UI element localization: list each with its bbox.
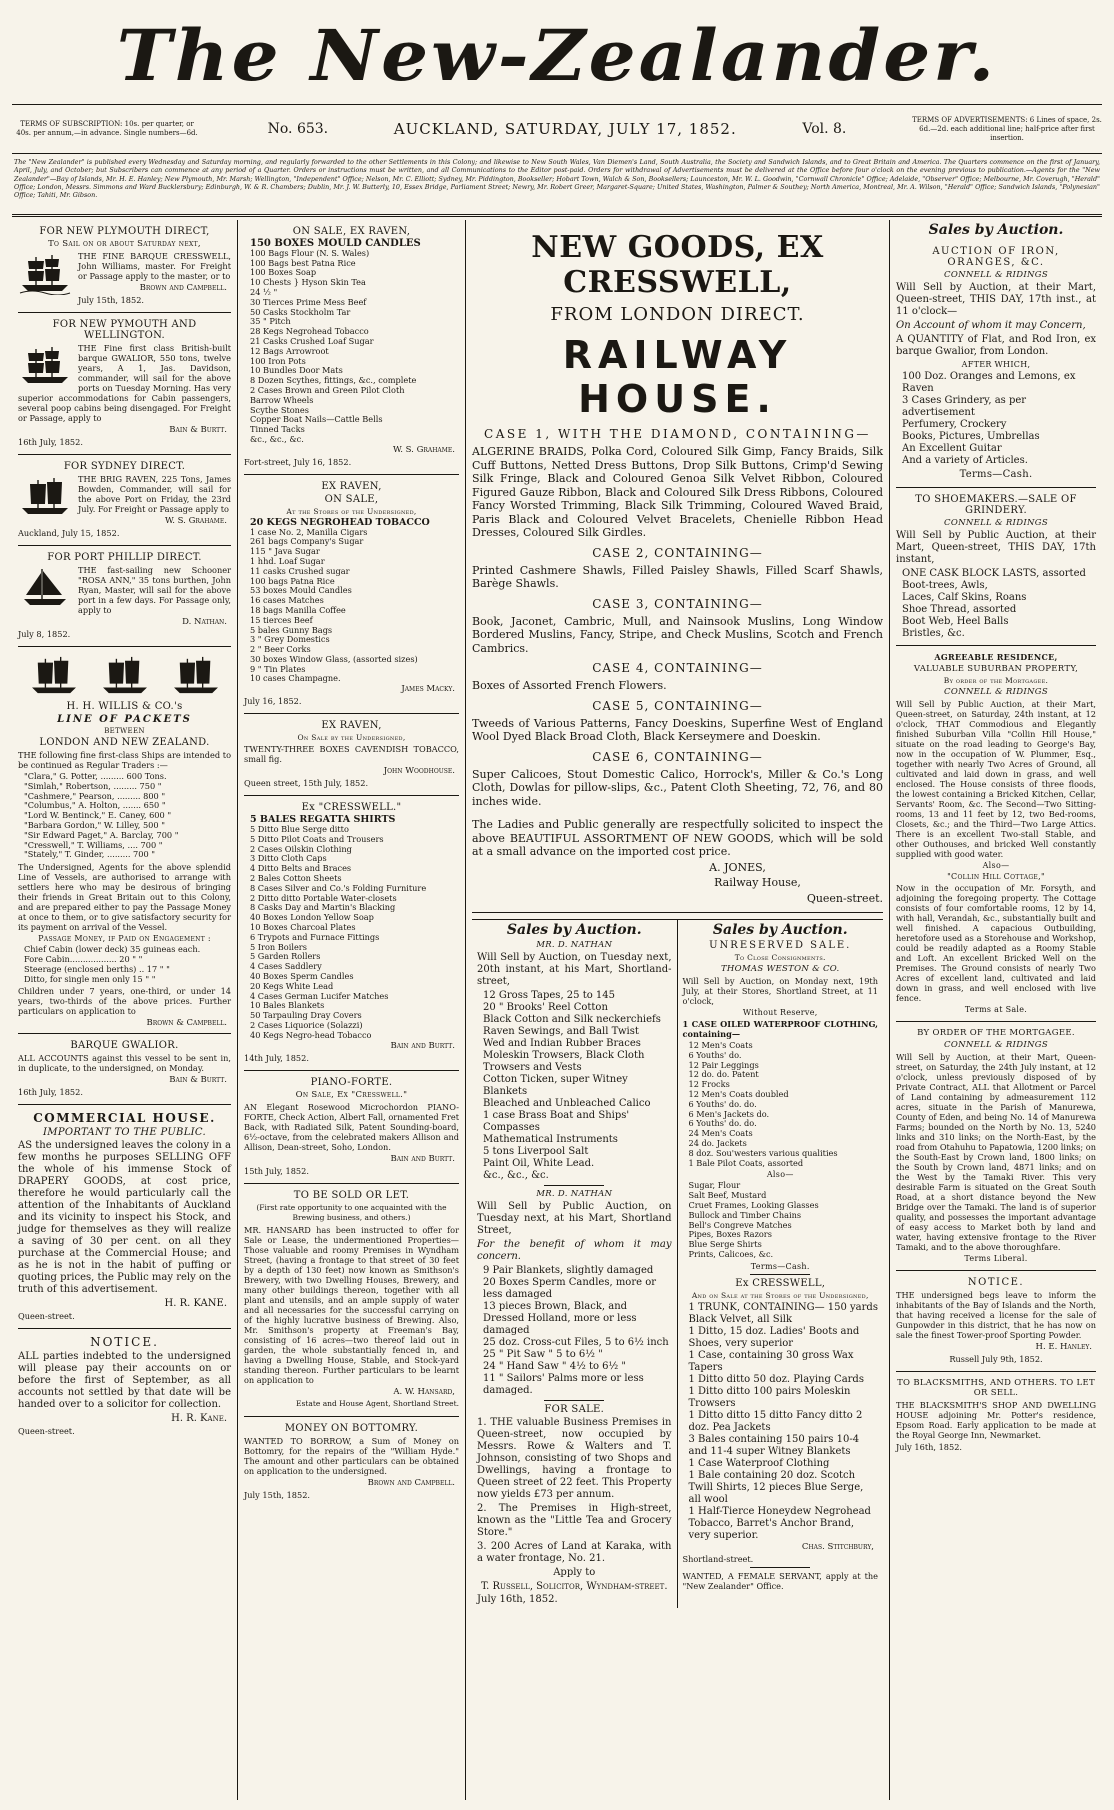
ad-to-be-sold-or-let: TO BE SOLD OR LET. (First rate opportunity to one acquainted with the Brewing business, and others.) MR. HANSARD has been instructed to offer for Sale or Lease, the undermentioned Properties— Those valuable and roomy Premises in Wyndham Street, (having a frontage to that street of 30 feet by a depth of 130 feet) now known as Smithson's Brewery, with two Dwelling Houses, Brewery, and many other buildings thereon, together with all plant and utensils, and an ample supply of water and all necessaries for the successful carrying on of the highly lucrative business of Brewing. Also, Mr. Smithson's property at Freeman's Bay, consisting of 16 acres—two thereof laid out in garden, the whole substantially fenced in, and having a Dwelling House, Stable, and Stock-yard standing thereon. Further particulars to be learnt on application to A. W. Hansard, Estate and House Agent, Shortland Street. [244,1184,459,1417]
ship-list-item: "Simlah," Robertson, ......... 750 " [24,780,162,791]
ad-gwalior-passage: FOR NEW PYMOUTH AND WELLINGTON. THE Fine first class British-built barque GWALIOR, 550 tons, twelve years, A 1, Jas. Davidson, commander, will sail for the above ports on Tuesday Morning. Has very superior accommodations for Cabin passengers, several poop cabins being disengaged. For Freight or Passage, apply to Bain & Burtt. 16th July, 1852. [18,313,231,455]
ad-ex-cresswell-goods: Ex "CRESSWELL." 5 BALES REGATTA SHIRTS 5 Ditto Blue Serge ditto 5 Ditto Pilot Coats and Trousers 2 Cases Oilskin Clothing 3 Ditto Cloth Caps 4 Ditto Belts and Braces 2 Bales Cotton Sheets 8 Cases Silver and Co.'s Folding Furniture 2 Ditto ditto Portable Water-closets 8 Casks Day and Martin's Blacking 40 Boxes London Yellow Soap 10 Boxes Charcoal Plates 6 Trypots and Furnace Fittings 5 Iron Boilers 5 Garden Rollers 4 Cases Saddlery 40 Boxes Sperm Candles 20 Kegs White Lead 4 Cases German Lucifer Matches 10 Bales Blankets 50 Tarpauling Dray Covers 2 Cases Liquorice (Solazzi) 40 Kegs Negro-head Tobacco Bain and Burtt. 14th July, 1852. [244,796,459,1070]
ad-suburban-property: AGREEABLE RESIDENCE, VALUABLE SUBURBAN PROPERTY, By order of the Mortgagee. CONNELL & RIDINGS Will Sell by Public Auction, at their Mart, Queen-street, on Saturday, 24th instant, at 12 o'clock, THAT Commodious and Elegantly finished Suburban Villa "Collin Hill House," situate on the road leading to George's Bay, now in the occupation of W. Plummer, Esq., together with nearly Two Acres of Ground, all cultivated and laid down in grass, and well enclosed. The House consists of three floods, the lowest containing a Bricked Kitchen, Cellar, Servants' Room, &c. The Second—Two Sitting-rooms, 13 and 11 feet by 12, two Bed-rooms, Closets, &c.; and the Third—Two Large Attics. There is an excellent Two-stall Stable, and other Outhouses, and bricked Well constantly supplied with good water. Also— "Collin Hill Cottage," Now in the occupation of Mr. Forsyth, and adjoining the foregoing property. The Cottage consists of four comfortable rooms, 12 by 14, with hall, Verandah, &c., substantially built and well finished. A capacious Outbuilding, heretofore used as a Storehouse and Workshop, could be readily adapted as a Roomy Stable and Loft. An excellent Bricked Well on the Premises. The Ground consists of nearly Two Acres of excellent land, cultivated and laid down in grass, and well enclosed with live fence. Terms at Sale. [896,646,1096,1022]
ad-raven-sydney: FOR SYDNEY DIRECT. THE BRIG RAVEN, 225 Tons, James Bowden, Commander, will sail for the above Port on Friday, the 23rd July. For Freight or Passage apply to W. S. Grahame. Auckland, July 15, 1852. [18,455,231,546]
ship-icon [18,565,72,609]
ad-raven-stores: EX RAVEN, ON SALE, At the Stores of the Undersigned, 20 KEGS NEGROHEAD TOBACCO 1 case No. 2, Manilla Cigars 261 bags Company's Sugar 115 " Java Sugar 1 hhd. Loaf Sugar 11 casks Crushed sugar 100 bags Patna Rice 53 boxes Mould Candles 16 cases Matches 18 bags Manilla Coffee 15 tierces Beef 5 bales Gunny Bags 3 " Grey Domestics 2 " Beer Corks 30 boxes Window Glass, (assorted sizes) 9 " Tin Plates 10 cases Champagne. James Macky. July 16, 1852. [244,475,459,715]
volume-number: Vol. 8. [802,121,847,137]
ad-hanley-notice: NOTICE. THE undersigned begs leave to inform the inhabitants of the Bay of Islands and the North, that having received a license for the sale of Gunpowder in this district, that he has now on sale the finest Tower-proof Sporting Powder. H. E. Hanley. Russell July 9th, 1852. [896,1271,1096,1372]
ad-willis-packets: H. H. WILLIS & CO.'s LINE OF PACKETS BETWEEN LONDON AND NEW ZEALAND. THE following fine first-class Ships are intended to be continued as Regular Traders :— "Clara," G. Potter, ......... 600 Tons. "Simlah," Robertson, ......... 750 " "Cashmere," Pearson, ......... 800 " "Columbus," A. Holton, ....... 650 " "Lord W. Bentinck," E. Caney, 600 " "Barbara Gordon," W. Lilley, 500 " "Sir Edward Paget," A. Barclay, 700 " "Cresswell," T. Williams, .... 700 " "Stately," T. Ginder, ......... 700 " The Undersigned, Agents for the above splendid Line of Vessels, are authorised to arrange with settlers here who may be desirous of bringing their friends in Great Britain out to this Colony, and are prepared either to pay the Passage Money at once to them, or to give satisfactory security for its payment on arrival of the Vessel. Passage Money, if Paid on Engagement : Chief Cabin (lower deck) 35 guineas each. Fore Cabin.................. 20 " " Steerage (enclosed berths) .. 17 " " Ditto, for single men only 15 " " Children under 7 years, one-third, or under 14 years, two-thirds of the above prices. Further particulars on application to Brown & Campbell. [18,647,231,1034]
ship-list-item: "Columbus," A. Holton, ....... 650 " [24,800,166,811]
masthead-title: The New-Zealander. [116,15,998,97]
ad-kane-notice: NOTICE. ALL parties indebted to the undersigned will please pay their accounts on or before the first of September, as all accounts not settled by that date will be handed over to a solicitor for collection. H. R. Kane. Queen-street. [18,1335,231,1437]
ad-piano-forte: PIANO-FORTE. On Sale, Ex "Cresswell." AN Elegant Rosewood Microchordon PIANO-FORTE, Check Action, Albert Fall, ornamented Fret Back, with Radiated Silk, Patent Sounding-board, 6½-octave, from the celebrated makers Allison and Allison, Dean-street, Soho, London. Bain and Burtt. 15th July, 1852. [244,1071,459,1184]
info-bar [12,105,1102,153]
issue-number: No. 653. [267,121,329,137]
ad-cavendish-tobacco: EX RAVEN, On Sale by the Undersigned, TWENTY-THREE BOXES CAVENDISH TOBACCO, small fig. John Woodhouse. Queen street, 15th July, 1852. [244,714,459,796]
ad-onsale-raven: ON SALE, EX RAVEN, 150 BOXES MOULD CANDLES 100 Bags Flour (N. S. Wales) 100 Bags best Patna Rice 100 Boxes Soap 10 Chests } Hyson Skin Tea 24 ½ " 30 Tierces Prime Mess Beef 50 Casks Stockholm Tar 35 " Pitch 28 Kegs Negrohead Tobacco 21 Casks Crushed Loaf Sugar 12 Bags Arrowroot 100 Iron Pots 10 Bundles Door Mats 8 Dozen Scythes, fittings, &c., complete 2 Cases Brown and Green Pilot Cloth Barrow Wheels Scythe Stones Copper Boat Nails—Cattle Bells Tinned Tacks &c., &c., &c. W. S. Grahame. Fort-street, July 16, 1852. [244,220,459,475]
ad-commercial-house: COMMERCIAL HOUSE. IMPORTANT TO THE PUBLIC. AS the undersigned leaves the colony in a few months he purposes SELLING OFF the whole of his immense Stock of DRAPERY GOODS, at cost price, therefore he would particularly call the attention of the Inhabitants of Auckland and its vicinity to inspect his Stock, and judge for themselves as they will realize a saving of 30 per cent. on all they purchase at the Commercial House; and as he is not in the habit of puffing or quoting prices, the Public may rely on the truth of this advertisement. H. R. KANE. Queen-street. [18,1105,231,1329]
ship-icon [18,474,72,518]
ships-illustration [18,655,231,697]
ad-cresswell-passage: FOR NEW PLYMOUTH DIRECT, To Sail on or about Saturday next, THE FINE BARQUE CRESSWELL, John Williams, master. For Freight or Passage apply to the master, or to Brown and Campbell. July 15th, 1852. [18,220,231,313]
ship-icon [170,655,222,697]
column-1 [12,220,238,1800]
auction-left: Sales by Auction. MR. D. NATHAN Will Sell by Auction, on Tuesday next, 20th instant, at his Mart, Shortland-street, 12 Gross Tapes, 25 to 145 20 " Brooks' Reel Cotton Black Cotton and Silk neckerchiefs Raven Sewings, and Ball Twist Wed and Indian Rubber Braces Moleskin Trowsers, Black Cloth Trowsers and Vests Cotton Ticken, super Witney Blankets Bleached and Unbleached Calico 1 case Brass Boat and Ships' Compasses Mathematical Instruments 5 tons Liverpool Salt Paint Oil, White Lead. &c., &c., &c. MR. D. NATHAN Will Sell by Public Auction, on Tuesday next, at his Mart, Shortland Street, For the benefit of whom it may concern. 9 Pair Blankets, slightly damaged 20 Boxes Sperm Candles, more or less damaged 13 pieces Brown, Black, and Dressed Holland, more or less damaged 25 doz. Cross-cut Files, 5 to 6½ inch 25 " Pit Saw " 5 to 6½ " 24 " Hand Saw " 4½ to 6½ " 11 " Sailors' Palms more or less damaged. FOR SALE. 1. THE valuable Business Premises in Queen-street, now occupied by Messrs. Rowe & Walters and T. Johnson, consisting of two Shops and Dwellings, having a frontage to Queen street of 22 feet. This Property now yields £73 per annum. 2. The Premises in High-street, known as the "Little Tea and Grocery Store." 3. 200 Acres of Land at Karaka, with a water frontage, No. 21. Apply to T. Russell, Solicitor, Wyndham-street. July 16th, 1852. [472,920,678,1608]
ad-auction-iron-oranges: AUCTION OF IRON, ORANGES, &C. CONNELL & RIDINGS Will Sell by Auction, at their Mart, Queen-street, THIS DAY, 17th inst., at 11 o'clock— On Account of whom it may Concern, A QUANTITY of Flat, and Rod Iron, ex barque Gwalior, from London. AFTER WHICH, 100 Doz. Oranges and Lemons, ex Raven 3 Cases Grindery, as per advertisement Perfumery, Crockery Books, Pictures, Umbrellas An Excellent Guitar And a variety of Articles. Terms—Cash. [896,240,1096,488]
ship-icon [18,343,72,387]
railway-house-title: NEW GOODS, EX CRESSWELL, [531,230,824,300]
ship-list-item: "Barbara Gordon," W. Lilley, 500 " [24,819,165,830]
ship-list-item: "Sir Edward Paget," A. Barclay, 700 " [24,829,179,840]
ship-list-item: "Cashmere," Pearson, ......... 800 " [24,790,166,801]
ship-list-item: "Stately," T. Ginder, ......... 700 " [24,849,156,860]
ad-mortgagee-sale: BY ORDER OF THE MORTGAGEE. CONNELL & RIDINGS Will Sell by Auction, at their Mart, Queen-street, on Saturday, the 24th July instant, at 12 o'clock, unless previously disposed of by Private Contract, ALL that Allotment or Parcel of Land containing by admeasurement 112 acres, situate in the Parish of Manurewa, County of Eden, and being No. 14 of Manurewa Farms; bounded on the North by No. 13, 5240 links and 310 links; on the North-East, by the road from Otahuhu to Papatowia, 1200 links; on the South-East by Crown land, 1800 links; on the South by Crown land, 4871 links; and on the West by the Tamaki River. This very desirable Farm is situated on the Great South Road, at a short distance beyond the New Bridge over the Tamaki. The land is of superior quality, and possesses the important advantage of easy access to Market both by land and water, having extensive frontage to the River Tamaki, and to the above thoroughfare. Terms Liberal. [896,1022,1096,1271]
dateline: AUCKLAND, SATURDAY, JULY 17, 1852. [393,120,737,138]
auction-subcolumns [472,919,883,1608]
ship-icon [18,251,72,295]
masthead [12,8,1102,104]
ad-blacksmiths: TO BLACKSMITHS, AND OTHERS. TO LET OR SELL. THE BLACKSMITH'S SHOP AND DWELLING HOUSE adjoining Mr. Potter's residence, Epsom Road. Early application to be made at the Royal George Inn, Newmarket. July 16th, 1852. [896,1378,1096,1452]
ad-money-on-bottomry: MONEY ON BOTTOMRY. WANTED TO BORROW, a Sum of Money on Bottomry, for the repairs of the "William Hyde." The amount and other particulars can be obtained on application to the undersigned. Brown and Campbell. July 15th, 1852. [244,1422,459,1500]
column-3 [466,220,890,1800]
railway-house-heading: RAILWAY HOUSE. [562,333,793,421]
ad-shoemakers: TO SHOEMAKERS.—SALE OF GRINDERY. CONNELL & RIDINGS Will Sell by Public Auction, at their Mart, Queen-street, THIS DAY, 17th instant, ONE CASK BLOCK LASTS, assorted Boot-trees, Awls, Laces, Calf Skins, Roans Shoe Thread, assorted Boot Web, Heel Balls Bristles, &c. [896,488,1096,646]
ship-icon [28,655,80,697]
ship-list-item: "Clara," G. Potter, ......... 600 Tons. [24,771,167,781]
newspaper-page [12,8,1102,1802]
sales-by-auction-heading: Sales by Auction. [928,222,1064,238]
column-2 [238,220,466,1800]
preamble: The "New Zealander" is published every Wednesday and Saturday morning, and regularly forwarded to the other Settlements in this Colony; and likewise to New South Wales, Van Diemen's Land, South Australia, the Society and Sandwich Islands, and to Great Britain and America. The Quarters commence on the first of January, April, July, and October; but Subscribers can commence at any period of a Quarter. Orders or instructions must be written, and all Communications to the Editor post-paid. Orders for withdrawal of Advertisements must be delivered at the Office before four o'clock on the evening previous to publication.—Agents for the "New Zealander"—Bay of Islands, Mr. H. E. Hanley; New Plymouth, Mr. Marsh; Wellington, "Independent" Office; Nelson, Mr. C. Elliott; Sydney, Mr. Piddington, Bookseller; Hobart Town, Walch & Son, Booksellers; Launceston, Mr. W. L. Goodwin, "Cornwall Chronicle" Office; Adelaide, "Observer" Office; Melbourne, Mr. Coverugh, "Herald" Office; London, Messrs. Simmons and Ward Bucklersbury; Edinburgh, W. & R. Chambers; Dublin, Mr. J. W. Butterly, 10, Essex Bridge, Parliament Street; Newry, Mr. Robert Greer, Margaret-Square; United States, Washington, Palmer & Southey; North America, Montreal, Mr. A. Wilson, "Herald" Office; Sandwich Islands, "Polynesian" Office; Tahiti, Mr. Gibson. [14,158,1100,200]
ad-railway-house: NEW GOODS, EX CRESSWELL, FROM LONDON DIRECT. RAILWAY HOUSE. CASE 1, WITH THE DIAMOND, CONTAINING— ALGERINE BRAIDS, Polka Cord, Coloured Silk Gimp, Fancy Braids, Silk Cuff Buttons, Netted Dress Buttons, Drop Silk Buttons, Crimp'd Sewing Silk Fringe, Black and Coloured Genoa Silk Velvet Ribbon, Coloured Figured Gauze Ribbon, Black and Coloured Silk Dress Ribbons, Coloured Fancy Worsted Trimming, Black Silk Trimming, Coloured Waved Braid, Paris Black and Coloured Velvet Bracelets, Chenielle Ribbon Head Dresses, Coloured Silk Girdles. CASE 2, CONTAINING— Printed Cashmere Shawls, Filled Paisley Shawls, Filled Scarf Shawls, Barège Shawls. CASE 3, CONTAINING— Book, Jaconet, Cambric, Mull, and Nainsook Muslins, Long Window Bordered Muslins, Fancy, Stripe, and Check Muslins, Scotch and French Cambrics. CASE 4, CONTAINING— Boxes of Assorted French Flowers. CASE 5, CONTAINING— Tweeds of Various Patterns, Fancy Doeskins, Superfine West of England Wool Dyed Black Broad Cloth, Black Kerseymere and Doeskin. CASE 6, CONTAINING— Super Calicoes, Stout Domestic Calico, Horrock's, Miller & Co.'s Long Cloth, Dowlas for pillow-slips, &c., Patent Cloth Sheeting, 72, 76, and 80 inches wide. The Ladies and Public generally are respectfully solicited to inspect the above BEAUTIFUL ASSORTMENT OF NEW GOODS, which will be sold at a small advance on the imported cost price. A. JONES, Railway House, Queen-street. [472,220,883,913]
ad-rosa-ann: FOR PORT PHILLIP DIRECT. THE fast-sailing new Schooner "ROSA ANN," 35 tons burthen, John Ryan, Master, will sail for the above port in a few days. For Passage only, apply to D. Nathan. July 8, 1852. [18,546,231,647]
column-4 [890,220,1102,1800]
subscription-terms: TERMS OF SUBSCRIPTION: 10s. per quarter, or 40s. per annum,—in advance. Single numbers—6d. [16,120,198,137]
ship-list-item: "Cresswell," T. Williams, .... 700 " [24,839,163,850]
auction-right: Sales by Auction. UNRESERVED SALE. To Close Consignments. THOMAS WESTON & CO. Will Sell by Auction, on Monday next, 19th July, at their Stores, Shortland Street, at 11 o'clock, Without Reserve, 1 CASE OILED WATERPROOF CLOTHING, containing— 12 Men's Coats 6 Youths' do. 12 Pair Leggings 12 do. do. Patent 12 Frocks 12 Men's Coats doubled 6 Youths' do. do. 6 Men's Jackets do. 6 Youths' do. do. 24 Men's Coats 24 do. Jackets 8 doz. Sou'westers various qualities 1 Bale Pilot Coats, assorted Also— Sugar, Flour Salt Beef, Mustard Cruet Frames, Looking Glasses Bullock and Timber Chains Bell's Congreve Matches Pipes, Boxes Razors Blue Serge Shirts Prints, Calicoes, &c. Terms—Cash. Ex CRESSWELL, And on Sale at the Stores of the Undersigned, 1 TRUNK, CONTAINING— 150 yards Black Velvet, all Silk 1 Ditto, 15 doz. Ladies' Boots and Shoes, very superior 1 Case, containing 30 gross Wax Tapers 1 Ditto ditto 50 doz. Playing Cards 1 Ditto ditto 100 pairs Moleskin Trowsers 1 Ditto ditto 15 ditto Fancy ditto 2 doz. Pea Jackets 3 Bales containing 150 pairs 10-4 and 11-4 super Witney Blankets 1 Case Waterproof Clothing 1 Bale containing 20 doz. Scotch Twill Shirts, 12 pieces Blue Serge, all wool 1 Half-Tierce Honeydew Negrohead Tobacco, Barret's Anchor Brand, very superior. Chas. Stitchbury, Shortland-street. WANTED, A FEMALE SERVANT, apply at the "New Zealander" Office. [682,922,878,1591]
ad-barque-gwalior-accounts: BARQUE GWALIOR. ALL ACCOUNTS against this vessel to be sent in, in duplicate, to the undersigned, on Monday. Bain & Burtt. 16th July, 1852. [18,1034,231,1105]
ship-list-item: "Lord W. Bentinck," E. Caney, 600 " [24,810,172,821]
advertisement-terms: TERMS OF ADVERTISEMENTS: 6 Lines of space, 2s. 6d.—2d. each additional line; half-price after first insertion. [912,115,1102,142]
ship-icon [99,655,151,697]
